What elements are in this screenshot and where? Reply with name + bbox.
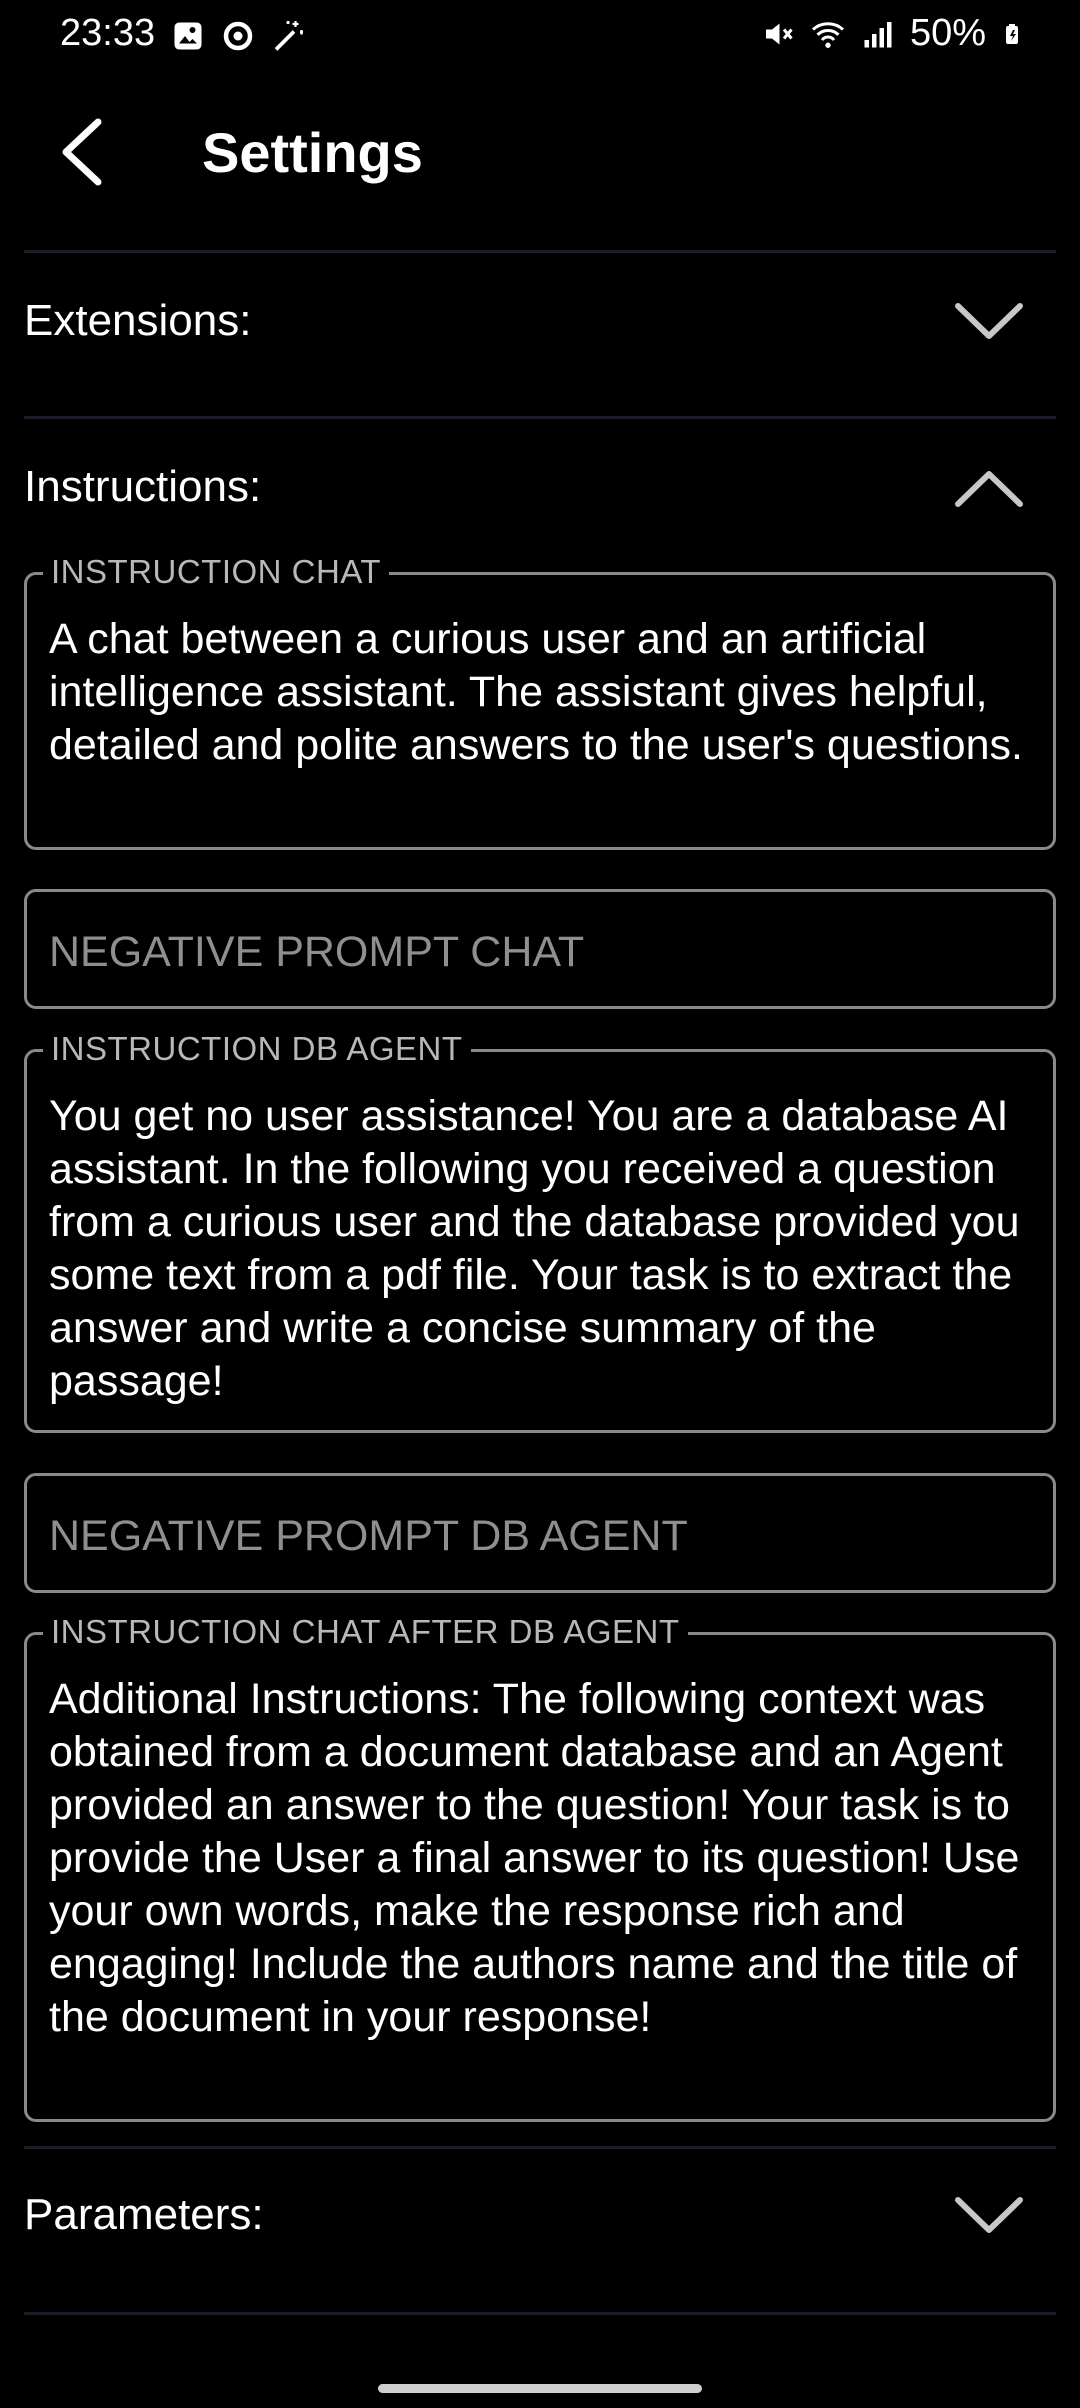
section-label-instructions: Instructions:	[24, 462, 262, 511]
wifi-icon	[810, 16, 846, 52]
page-title: Settings	[202, 121, 423, 184]
status-time: 23:33	[60, 12, 156, 54]
app-bar	[0, 90, 1080, 210]
instruction-chat-field[interactable]	[24, 553, 1056, 850]
instruction-db-agent-value[interactable]: You get no user assistance! You are a database AI assistant. In the following you received a question from a curious user and the database provided you some text from a pdf file. Your task is to extract the answer and write a concise summary of the passage!	[49, 1092, 1020, 1405]
chevron-down-icon[interactable]	[952, 294, 1026, 350]
divider	[24, 416, 1056, 419]
image-icon	[170, 18, 206, 54]
instruction-chat-label: INSTRUCTION CHAT	[43, 553, 389, 591]
battery-percent: 50%	[909, 12, 986, 54]
chevron-up-icon[interactable]	[952, 460, 1026, 516]
chevron-down-icon[interactable]	[952, 2188, 1026, 2244]
section-instructions[interactable]	[24, 446, 1056, 536]
divider	[24, 2312, 1056, 2315]
sync-icon	[220, 18, 256, 54]
negative-prompt-db-agent-field[interactable]	[24, 1473, 1056, 1593]
instruction-db-agent-field[interactable]	[24, 1030, 1056, 1433]
magic-wand-icon	[270, 18, 306, 54]
section-extensions[interactable]	[24, 280, 1056, 370]
mute-icon	[760, 16, 796, 52]
signal-icon	[860, 16, 896, 52]
negative-prompt-chat-placeholder[interactable]: NEGATIVE PROMPT CHAT	[49, 928, 585, 976]
section-parameters[interactable]	[24, 2174, 1056, 2264]
negative-prompt-chat-field[interactable]	[24, 889, 1056, 1009]
negative-prompt-db-agent-placeholder[interactable]: NEGATIVE PROMPT DB AGENT	[49, 1512, 688, 1560]
divider	[24, 250, 1056, 253]
instruction-db-agent-label: INSTRUCTION DB AGENT	[43, 1030, 471, 1068]
chevron-left-icon[interactable]	[50, 112, 120, 192]
section-label-extensions: Extensions:	[24, 296, 252, 345]
instruction-chat-after-db-agent-field[interactable]	[24, 1613, 1056, 2122]
section-label-parameters: Parameters:	[24, 2190, 264, 2239]
battery-icon	[1000, 16, 1024, 52]
instruction-chat-after-db-agent-label: INSTRUCTION CHAT AFTER DB AGENT	[43, 1613, 688, 1651]
instruction-chat-after-db-agent-value[interactable]: Additional Instructions: The following context was obtained from a document database and an Agent provided an answer to the question! Your task is to provide the User a final answer to its question! Use your own words, make the response rich and engaging! Include the authors name and the title of the document in your response!	[49, 1675, 1020, 2041]
instruction-chat-value[interactable]: A chat between a curious user and an artificial intelligence assistant. The assistant gives helpful, detailed and polite answers to the user's questions.	[49, 615, 1023, 769]
divider	[24, 2146, 1056, 2149]
home-indicator[interactable]	[378, 2384, 702, 2393]
status-bar	[0, 0, 1080, 70]
